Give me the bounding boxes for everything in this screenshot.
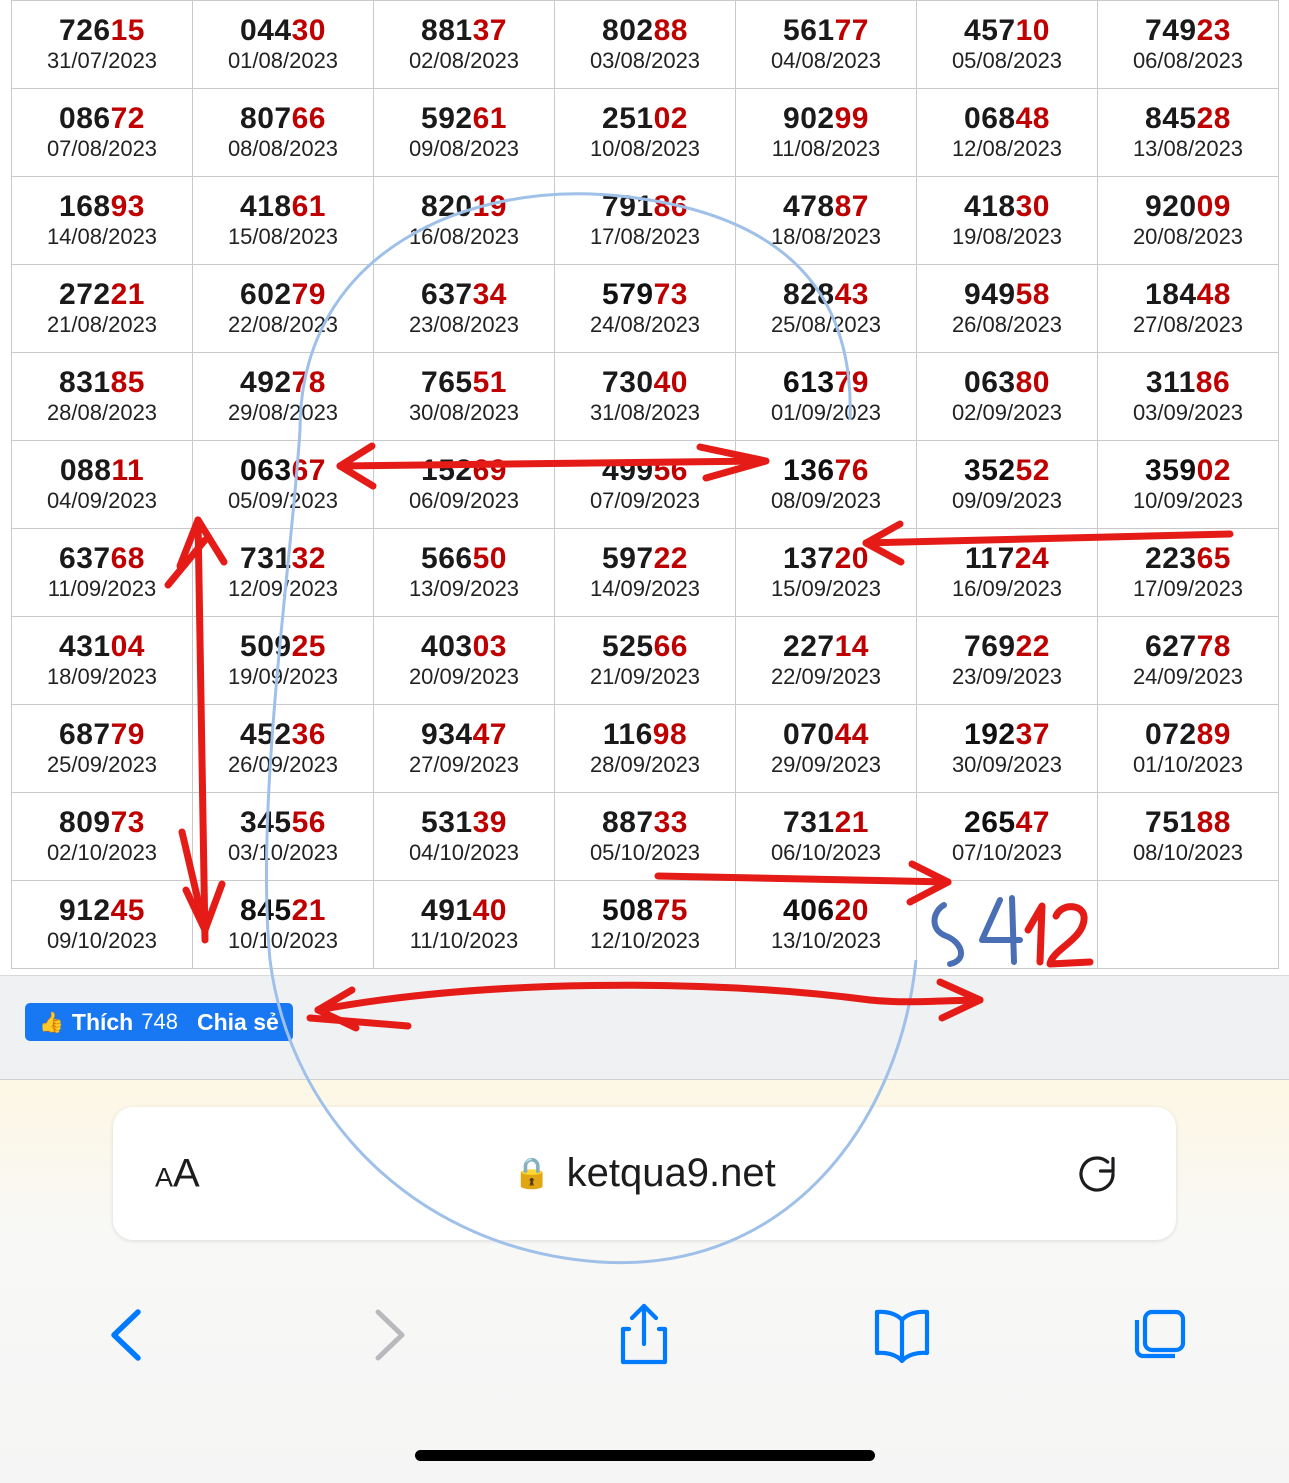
result-number: 34556 [240, 806, 326, 839]
result-number: 50925 [240, 630, 326, 663]
result-date: 19/09/2023 [227, 663, 339, 689]
result-date: 30/08/2023 [408, 399, 520, 425]
result-date: 04/09/2023 [46, 487, 158, 513]
result-cell[interactable] [736, 265, 917, 353]
result-number: 91245 [59, 894, 145, 927]
result-number: 83185 [59, 366, 145, 399]
result-cell[interactable] [736, 881, 917, 969]
result-number: 76551 [421, 366, 507, 399]
result-cell[interactable] [12, 1, 193, 89]
result-date: 31/08/2023 [589, 399, 701, 425]
result-number: 22714 [783, 630, 869, 663]
result-date: 11/08/2023 [771, 135, 881, 161]
lottery-results-table [11, 0, 1279, 969]
bookmarks-button[interactable] [773, 1306, 1031, 1364]
result-number: 93447 [421, 718, 507, 751]
result-date: 14/08/2023 [46, 223, 158, 249]
result-cell[interactable] [374, 441, 555, 529]
result-number: 92009 [1145, 190, 1231, 223]
result-number: 35252 [964, 454, 1050, 487]
result-date: 03/10/2023 [227, 839, 339, 865]
result-number: 49278 [240, 366, 326, 399]
result-cell[interactable] [736, 705, 917, 793]
result-cell[interactable] [374, 265, 555, 353]
result-date: 24/09/2023 [1132, 663, 1244, 689]
result-number: 74923 [1145, 14, 1231, 47]
result-number: 43104 [59, 630, 145, 663]
result-date: 12/08/2023 [951, 135, 1063, 161]
result-date: 03/08/2023 [589, 47, 701, 73]
result-date: 05/10/2023 [589, 839, 701, 865]
table-row [12, 1, 1279, 89]
result-date: 07/10/2023 [951, 839, 1063, 865]
result-date: 11/10/2023 [409, 927, 519, 953]
result-cell[interactable] [1098, 353, 1279, 441]
result-date: 30/09/2023 [951, 751, 1063, 777]
result-date: 12/09/2023 [227, 575, 339, 601]
result-number: 52566 [602, 630, 688, 663]
empty-cell [1098, 881, 1279, 969]
table-row [12, 881, 1279, 969]
result-number: 84521 [240, 894, 326, 927]
result-number: 19237 [964, 718, 1050, 751]
result-number: 13720 [783, 542, 869, 575]
result-date: 27/09/2023 [408, 751, 520, 777]
result-date: 13/10/2023 [770, 927, 882, 953]
result-date: 10/08/2023 [589, 135, 701, 161]
result-cell[interactable] [917, 1, 1098, 89]
result-cell[interactable] [736, 529, 917, 617]
result-number: 63768 [59, 542, 145, 575]
url-text: ketqua9.net [566, 1151, 776, 1195]
result-cell[interactable] [555, 793, 736, 881]
result-cell[interactable] [736, 89, 917, 177]
result-number: 31186 [1145, 366, 1231, 399]
result-cell[interactable] [1098, 89, 1279, 177]
result-cell[interactable] [555, 1, 736, 89]
result-date: 09/08/2023 [408, 135, 520, 161]
result-date: 10/10/2023 [227, 927, 339, 953]
result-date: 01/08/2023 [227, 47, 339, 73]
result-number: 41861 [240, 190, 326, 223]
result-cell[interactable] [1098, 705, 1279, 793]
result-number: 11724 [964, 542, 1050, 575]
result-cell[interactable] [374, 529, 555, 617]
result-cell[interactable] [917, 617, 1098, 705]
result-cell[interactable] [193, 265, 374, 353]
result-date: 24/08/2023 [589, 311, 701, 337]
result-cell[interactable] [193, 793, 374, 881]
result-date: 02/08/2023 [408, 47, 520, 73]
address-bar[interactable] [113, 1107, 1176, 1240]
result-number: 47887 [783, 190, 869, 223]
result-number: 82019 [421, 190, 507, 223]
result-cell[interactable] [374, 89, 555, 177]
result-cell[interactable] [12, 89, 193, 177]
result-date: 23/09/2023 [951, 663, 1063, 689]
result-number: 88733 [602, 806, 688, 839]
result-cell[interactable] [917, 529, 1098, 617]
result-date: 07/08/2023 [46, 135, 158, 161]
result-number: 35902 [1145, 454, 1231, 487]
result-date: 17/08/2023 [589, 223, 701, 249]
result-number: 04430 [240, 14, 326, 47]
result-number: 79186 [602, 190, 688, 223]
table-row [12, 617, 1279, 705]
forward-button[interactable] [258, 1304, 516, 1366]
thumbs-up-icon: 👍 [39, 1011, 64, 1034]
result-date: 07/09/2023 [589, 487, 701, 513]
result-number: 80766 [240, 102, 326, 135]
result-date: 06/09/2023 [408, 487, 520, 513]
result-date: 02/09/2023 [951, 399, 1063, 425]
result-date: 12/10/2023 [589, 927, 701, 953]
result-date: 14/09/2023 [589, 575, 701, 601]
result-date: 16/09/2023 [951, 575, 1063, 601]
result-cell[interactable] [1098, 177, 1279, 265]
result-cell[interactable] [736, 353, 917, 441]
result-cell[interactable] [1098, 793, 1279, 881]
result-cell[interactable] [374, 881, 555, 969]
lock-icon: 🔒 [513, 1157, 551, 1190]
result-number: 16893 [59, 190, 145, 223]
result-date: 04/10/2023 [408, 839, 520, 865]
result-date: 06/08/2023 [1132, 47, 1244, 73]
result-number: 60279 [240, 278, 326, 311]
result-cell[interactable] [917, 441, 1098, 529]
table-row [12, 529, 1279, 617]
result-number: 90299 [783, 102, 869, 135]
result-cell[interactable] [555, 881, 736, 969]
result-number: 59261 [421, 102, 507, 135]
result-cell[interactable] [374, 353, 555, 441]
result-cell[interactable] [193, 617, 374, 705]
result-cell[interactable] [555, 353, 736, 441]
result-date: 08/10/2023 [1132, 839, 1244, 865]
result-date: 06/10/2023 [770, 839, 882, 865]
result-date: 25/09/2023 [46, 751, 158, 777]
result-cell[interactable] [374, 793, 555, 881]
result-cell[interactable] [555, 177, 736, 265]
result-cell[interactable] [1098, 529, 1279, 617]
lottery-results-table-wrapper [11, 0, 1279, 972]
tabs-button[interactable] [1031, 1304, 1289, 1366]
result-number: 73121 [783, 806, 869, 839]
result-cell[interactable] [917, 353, 1098, 441]
facebook-like-label: Thích [71, 1008, 134, 1035]
result-date: 01/09/2023 [770, 399, 882, 425]
result-cell[interactable] [193, 881, 374, 969]
result-date: 28/08/2023 [46, 399, 158, 425]
result-cell[interactable] [1098, 1, 1279, 89]
result-number: 62778 [1145, 630, 1231, 663]
result-date: 08/08/2023 [227, 135, 339, 161]
result-number: 45236 [240, 718, 326, 751]
table-row [12, 793, 1279, 881]
result-date: 27/08/2023 [1132, 311, 1244, 337]
result-number: 57973 [602, 278, 688, 311]
result-cell[interactable] [555, 529, 736, 617]
result-date: 29/08/2023 [227, 399, 339, 425]
result-number: 68779 [59, 718, 145, 751]
result-date: 13/08/2023 [1132, 135, 1244, 161]
result-date: 09/09/2023 [951, 487, 1063, 513]
result-date: 20/09/2023 [408, 663, 520, 689]
result-cell[interactable] [555, 265, 736, 353]
empty-cell [917, 881, 1098, 969]
result-cell[interactable] [12, 705, 193, 793]
facebook-social-bar [0, 975, 1289, 1080]
result-cell[interactable] [193, 1, 374, 89]
result-cell[interactable] [555, 617, 736, 705]
result-date: 21/08/2023 [46, 311, 158, 337]
result-number: 06367 [240, 454, 326, 487]
result-number: 15269 [421, 454, 507, 487]
result-cell[interactable] [917, 265, 1098, 353]
result-cell[interactable] [1098, 441, 1279, 529]
result-number: 56650 [421, 542, 507, 575]
result-number: 94958 [964, 278, 1050, 311]
result-number: 11698 [602, 718, 688, 751]
result-date: 29/09/2023 [770, 751, 882, 777]
result-cell[interactable] [193, 353, 374, 441]
result-number: 40620 [783, 894, 869, 927]
result-date: 22/08/2023 [227, 311, 339, 337]
result-cell[interactable] [12, 529, 193, 617]
result-cell[interactable] [555, 705, 736, 793]
result-number: 49140 [421, 894, 507, 927]
result-number: 72615 [59, 14, 145, 47]
result-date: 05/08/2023 [951, 47, 1063, 73]
result-number: 50875 [602, 894, 688, 927]
result-date: 13/09/2023 [408, 575, 520, 601]
result-cell[interactable] [736, 177, 917, 265]
result-number: 07289 [1145, 718, 1231, 751]
result-cell[interactable] [12, 177, 193, 265]
result-number: 40303 [421, 630, 507, 663]
result-cell[interactable] [12, 793, 193, 881]
result-date: 09/10/2023 [46, 927, 158, 953]
browser-toolbar [0, 1275, 1289, 1395]
result-number: 59722 [602, 542, 688, 575]
result-date: 15/08/2023 [227, 223, 339, 249]
result-number: 25102 [602, 102, 688, 135]
result-cell[interactable] [12, 265, 193, 353]
result-cell[interactable] [193, 177, 374, 265]
result-cell[interactable] [193, 705, 374, 793]
result-number: 26547 [964, 806, 1050, 839]
result-number: 13676 [783, 454, 869, 487]
result-cell[interactable] [12, 353, 193, 441]
result-cell[interactable] [12, 441, 193, 529]
table-row [12, 705, 1279, 793]
facebook-like-count: 748 [141, 1009, 178, 1034]
result-number: 53139 [421, 806, 507, 839]
result-date: 11/09/2023 [47, 575, 157, 601]
result-date: 23/08/2023 [408, 311, 520, 337]
result-date: 28/09/2023 [589, 751, 701, 777]
result-date: 21/09/2023 [589, 663, 701, 689]
result-number: 88137 [421, 14, 507, 47]
facebook-share-button[interactable] [183, 1003, 293, 1041]
result-cell[interactable] [374, 705, 555, 793]
result-number: 27221 [59, 278, 145, 311]
result-cell[interactable] [374, 177, 555, 265]
result-cell[interactable] [736, 793, 917, 881]
result-date: 01/10/2023 [1132, 751, 1244, 777]
result-number: 80288 [602, 14, 688, 47]
facebook-share-label: Chia sẻ [197, 1008, 279, 1035]
table-row [12, 441, 1279, 529]
result-cell[interactable] [374, 617, 555, 705]
result-number: 41830 [964, 190, 1050, 223]
facebook-like-button[interactable] [25, 1003, 192, 1041]
result-date: 03/09/2023 [1132, 399, 1244, 425]
result-cell[interactable] [917, 177, 1098, 265]
result-number: 73040 [602, 366, 688, 399]
result-date: 20/08/2023 [1132, 223, 1244, 249]
result-cell[interactable] [193, 89, 374, 177]
result-number: 61379 [783, 366, 869, 399]
result-number: 07044 [783, 718, 869, 751]
text-size-big-a: A [173, 1151, 200, 1195]
result-date: 08/09/2023 [770, 487, 882, 513]
result-number: 76922 [964, 630, 1050, 663]
table-row [12, 177, 1279, 265]
result-date: 18/08/2023 [770, 223, 882, 249]
table-row [12, 265, 1279, 353]
result-number: 06380 [964, 366, 1050, 399]
result-date: 02/10/2023 [46, 839, 158, 865]
result-date: 10/09/2023 [1132, 487, 1244, 513]
text-size-small-a: A [155, 1162, 174, 1192]
result-cell[interactable] [917, 89, 1098, 177]
result-cell[interactable] [736, 441, 917, 529]
table-row [12, 89, 1279, 177]
safari-chrome [0, 1080, 1289, 1483]
back-button[interactable] [0, 1304, 258, 1366]
share-button[interactable] [516, 1301, 774, 1369]
result-number: 80973 [59, 806, 145, 839]
result-number: 22365 [1145, 542, 1231, 575]
result-date: 17/09/2023 [1132, 575, 1244, 601]
result-cell[interactable] [555, 89, 736, 177]
result-number: 08811 [59, 454, 145, 487]
result-date: 25/08/2023 [770, 311, 882, 337]
result-date: 05/09/2023 [227, 487, 339, 513]
result-number: 73132 [240, 542, 326, 575]
result-date: 18/09/2023 [46, 663, 158, 689]
result-number: 18448 [1145, 278, 1231, 311]
result-cell[interactable] [193, 529, 374, 617]
home-indicator [415, 1450, 875, 1461]
result-number: 75188 [1145, 806, 1231, 839]
result-cell[interactable] [1098, 617, 1279, 705]
result-number: 08672 [59, 102, 145, 135]
url-display[interactable] [113, 1151, 1176, 1196]
result-date: 26/09/2023 [227, 751, 339, 777]
result-cell[interactable] [193, 441, 374, 529]
result-cell[interactable] [736, 617, 917, 705]
result-number: 06848 [964, 102, 1050, 135]
result-date: 26/08/2023 [951, 311, 1063, 337]
result-date: 15/09/2023 [770, 575, 882, 601]
result-cell[interactable] [917, 705, 1098, 793]
result-date: 22/09/2023 [770, 663, 882, 689]
result-date: 31/07/2023 [46, 47, 158, 73]
result-cell[interactable] [374, 1, 555, 89]
result-date: 04/08/2023 [770, 47, 882, 73]
result-cell[interactable] [917, 793, 1098, 881]
result-number: 84528 [1145, 102, 1231, 135]
result-number: 45710 [964, 14, 1050, 47]
result-date: 19/08/2023 [951, 223, 1063, 249]
result-number: 56177 [783, 14, 869, 47]
result-cell[interactable] [12, 617, 193, 705]
table-row [12, 353, 1279, 441]
result-number: 82843 [783, 278, 869, 311]
result-cell[interactable] [555, 441, 736, 529]
result-cell[interactable] [736, 1, 917, 89]
result-number: 63734 [421, 278, 507, 311]
result-date: 16/08/2023 [408, 223, 520, 249]
result-cell[interactable] [1098, 265, 1279, 353]
reload-icon[interactable] [1073, 1150, 1121, 1198]
result-number: 49956 [602, 454, 688, 487]
result-cell[interactable] [12, 881, 193, 969]
